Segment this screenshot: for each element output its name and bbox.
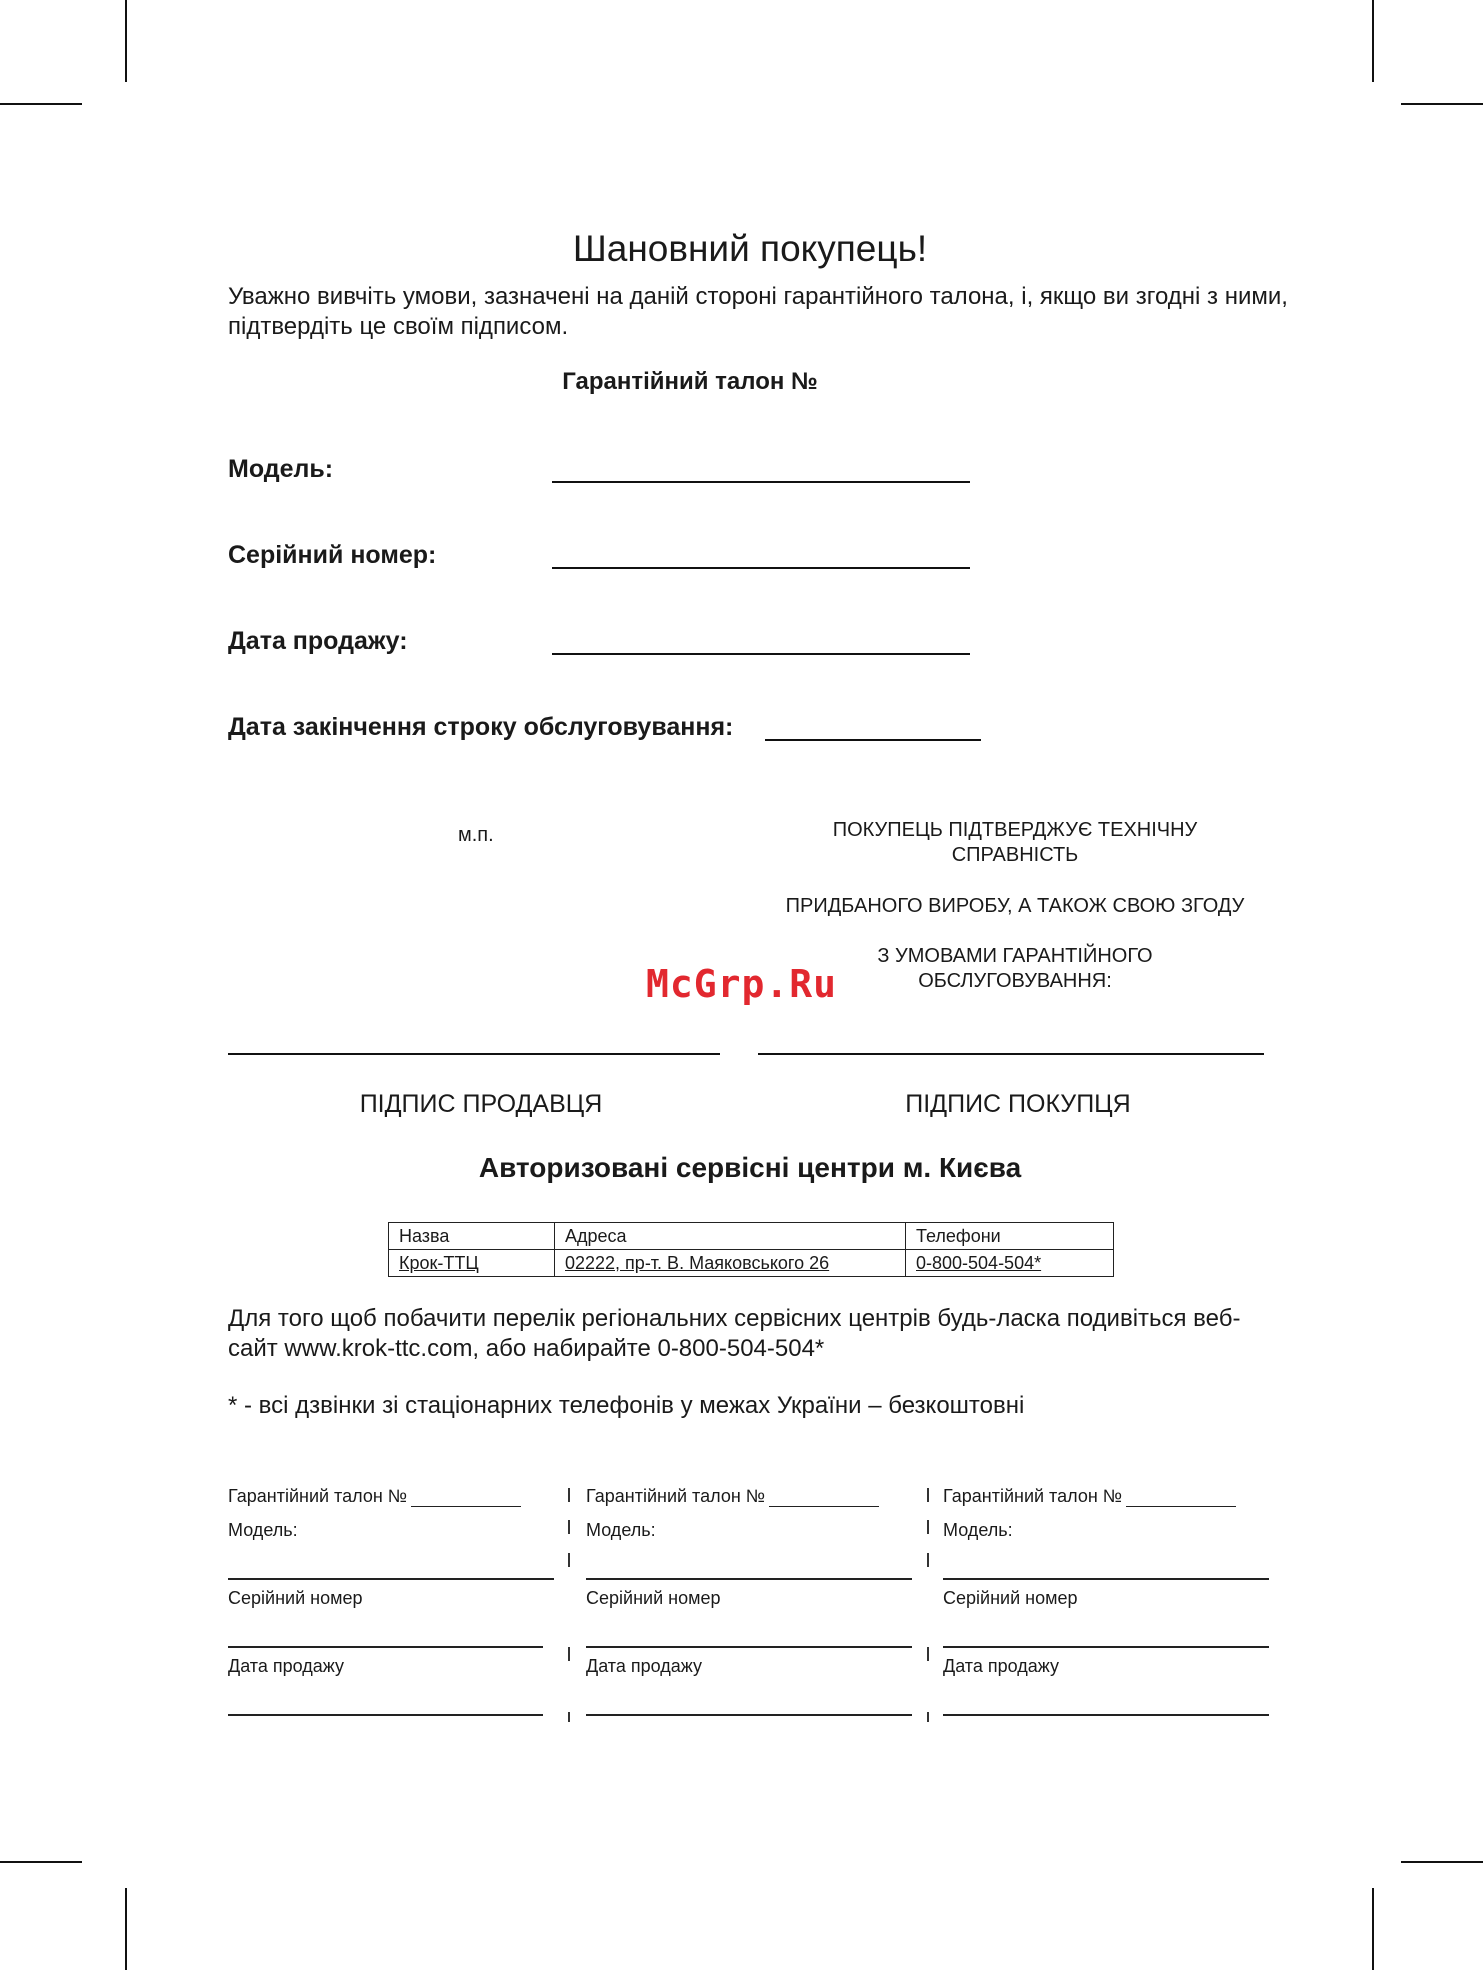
crop-mark-top-left-v [125, 0, 127, 82]
stub-serial-field[interactable] [586, 1646, 912, 1648]
cut-line-2a [927, 1488, 929, 1502]
table-header-address: Адреса [555, 1223, 906, 1250]
stub-talon-label: Гарантійний талон № [228, 1486, 408, 1506]
page-title: Шановний покупець! [572, 228, 928, 269]
crop-mark-bottom-left-v [125, 1888, 127, 1970]
service-centers-title: Авторизовані сервісні центри м. Києва [478, 1152, 1022, 1183]
buyer-signature-label: ПІДПИС ПОКУПЦЯ [905, 1090, 1131, 1118]
crop-mark-bottom-right-v [1372, 1888, 1374, 1970]
table-row [389, 1250, 1114, 1277]
cut-line-2d [927, 1647, 929, 1661]
buyer-confirm-line5: ОБСЛУГОВУВАННЯ: [918, 970, 1112, 992]
center-address[interactable]: 02222, пр-т. В. Маяковського 26 [555, 1250, 906, 1277]
cut-line-2e [927, 1712, 929, 1722]
seller-signature-label: ПІДПИС ПРОДАВЦЯ [359, 1090, 603, 1118]
stub-talon-label: Гарантійний талон № [586, 1486, 766, 1506]
stub-serial-label: Серійний номер [943, 1588, 1078, 1608]
stub-model-label: Модель: [228, 1520, 298, 1540]
buyer-confirm-line1: ПОКУПЕЦЬ ПІДТВЕРДЖУЄ ТЕХНІЧНУ [832, 819, 1198, 841]
stamp-mark: м.п. [458, 824, 494, 846]
table-header-name: Назва [389, 1223, 555, 1250]
buyer-signature-line[interactable] [758, 1053, 1264, 1055]
buyer-confirm-line2: СПРАВНІСТЬ [951, 844, 1079, 866]
crop-mark-bottom-right-h [1401, 1861, 1483, 1863]
stub-serial-label: Серійний номер [228, 1588, 363, 1608]
stub-date-label: Дата продажу [943, 1656, 1059, 1676]
seller-signature-line[interactable] [228, 1053, 720, 1055]
intro-text: Уважно вивчіть умови, зазначені на даній стороні гарантійного талона, і, якщо ви згодні з ними, підтвердіть це своїм підписом. [228, 283, 1288, 340]
stub-date-label: Дата продажу [228, 1656, 344, 1676]
serial-field[interactable] [552, 567, 970, 569]
stub-date-field[interactable] [943, 1714, 1269, 1716]
cut-line-1a [568, 1488, 570, 1502]
stub-serial-field[interactable] [943, 1646, 1269, 1648]
cut-line-2c [927, 1553, 929, 1567]
sale-date-field[interactable] [552, 653, 970, 655]
stub-model-label: Модель: [586, 1520, 656, 1540]
watermark-logo: McGrp.Ru [646, 962, 838, 1006]
model-field[interactable] [552, 481, 970, 483]
stub-model-field[interactable] [943, 1578, 1269, 1580]
buyer-confirm-line4: З УМОВАМИ ГАРАНТІЙНОГО [877, 945, 1153, 967]
center-name[interactable]: Крок-ТТЦ [389, 1250, 555, 1277]
stub-talon-label: Гарантійний талон № [943, 1486, 1123, 1506]
service-end-field[interactable] [765, 739, 981, 741]
buyer-confirm-line3: ПРИДБАНОГО ВИРОБУ, А ТАКОЖ СВОЮ ЗГОДУ [785, 895, 1245, 917]
stub-date-field[interactable] [228, 1714, 543, 1716]
crop-mark-bottom-left-h [0, 1861, 82, 1863]
crop-mark-top-left-h [0, 103, 82, 105]
stub-serial-label: Серійний номер [586, 1588, 721, 1608]
serial-label: Серійний номер: [228, 541, 437, 569]
stub-model-field[interactable] [228, 1578, 554, 1580]
stub-talon-number-field[interactable] [769, 1488, 879, 1507]
table-header-row [389, 1223, 1114, 1250]
regional-centers-text: Для того щоб побачити перелік регіональних сервісних центрів будь-ласка подивіться веб-сайт www.krok-ttc.com, або набирайте 0-800-504-504* [228, 1305, 1241, 1362]
sale-date-label: Дата продажу: [228, 627, 408, 655]
crop-mark-top-right-v [1372, 0, 1374, 82]
center-phone[interactable]: 0-800-504-504* [906, 1250, 1114, 1277]
cut-line-1d [568, 1647, 570, 1661]
crop-mark-top-right-h [1401, 103, 1483, 105]
stub-model-field[interactable] [586, 1578, 912, 1580]
footnote-text: * - всі дзвінки зі стаціонарних телефонів у межах України – безкоштовні [228, 1392, 1025, 1419]
cut-line-1b [568, 1520, 570, 1534]
stub-model-label: Модель: [943, 1520, 1013, 1540]
warranty-card-title: Гарантійний талон № [562, 368, 818, 395]
model-label: Модель: [228, 455, 334, 483]
service-centers-table [388, 1222, 1114, 1277]
cut-line-1e [568, 1712, 570, 1722]
table-header-phones: Телефони [906, 1223, 1114, 1250]
stub-talon-number-field[interactable] [1126, 1488, 1236, 1507]
cut-line-1c [568, 1553, 570, 1567]
service-end-label: Дата закінчення строку обслуговування: [228, 713, 734, 741]
stub-date-field[interactable] [586, 1714, 912, 1716]
stub-talon-number-field[interactable] [411, 1488, 521, 1507]
cut-line-2b [927, 1520, 929, 1534]
stub-serial-field[interactable] [228, 1646, 543, 1648]
stub-date-label: Дата продажу [586, 1656, 702, 1676]
